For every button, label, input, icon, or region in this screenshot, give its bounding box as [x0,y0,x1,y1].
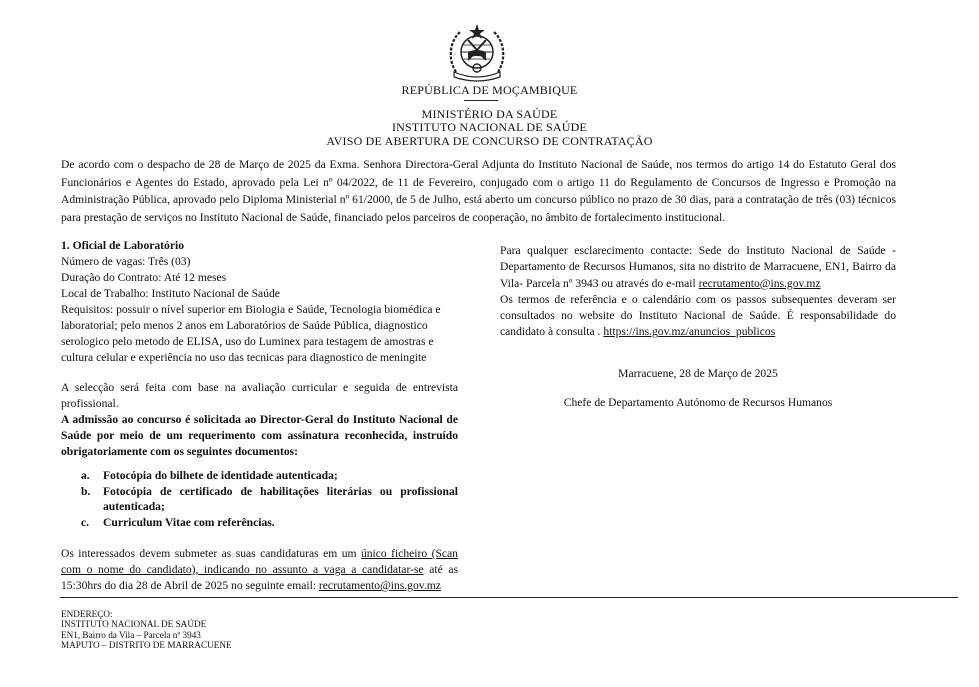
list-item [61,468,458,484]
submission-email-link[interactable]: recrutamento@ins.gov.mz [318,579,441,592]
list-marker: a. [81,469,90,482]
vacancies-line: Número de vagas: Três (03) [61,255,191,268]
admission-text: A admissão ao concurso é solicitada ao Director-Geral do Instituto Nacional de Saúde por meio de um requerimento com assinatura reconhecida, instruído obrigatoriamente com os seguintes documentos: [61,413,458,458]
institute-heading: INSTITUTO NACIONAL DE SAÚDE [391,120,588,134]
intro-paragraph: De acordo com o despacho de 28 de Março de 2025 da Exma. Senhora Directora-Geral Adjunta do Instituto Nacional de Saúde, nos termos do artigo 14 do Estatuto Geral dos Funcionários e Agentes do Estado, aprovado pela Lei nº 04/2022, de 11 de Fevereiro, conjugado com o artigo 11 do Regulamento de Concursos de Ingresso e Promoção na Administração Pública, aprovado pelo Diploma Ministerial nº 61/2000, de 5 de Julho, está aberto um concurso público no prazo de 30 dias, para a contratação de três (03) técnicos para prestação de serviços no Instituto Nacional de Saúde, financiado pelos parceiros de cooperação, no âmbito de fortalecimento institucional. [61,158,896,224]
list-marker: b. [81,484,91,498]
notice-title: AVISO DE ABERTURA DE CONCURSO DE CONTRATAÇÃO [326,134,653,148]
position-title: 1. Oficial de Laboratório [61,239,185,252]
location-line: Local de Trabalho: Instituto Nacional de Saúde [61,287,280,300]
footer-address [61,609,232,651]
terms-text [500,292,896,341]
terms-body: Os termos de referência e o calendário com os passos subsequentes deveram ser consultados no website do Instituto Nacional de Saúde. É responsabilidade do candidato à consulta . [500,292,896,339]
submission-part3: até as 15:30hrs do dia 28 de Abril de 2025 no seguinte email: [61,563,459,592]
footer-divider [60,597,958,598]
documents-list [61,468,458,530]
national-emblem-icon [446,22,508,82]
list-item-text: Fotocópia do bilhete de identidade autenticada; [103,469,338,482]
list-marker: c. [81,515,90,529]
list-item [61,515,458,531]
requirements-text: Requisitos: possuir o nível superior em Biologia e Saúde, Tecnologia biomédica e laboratorial; pelo menos 2 anos em Laboratórios de Saúde Pública, diagnostico serologico pelo metodo de ELISA, uso do Luminex para testagem de amostras e cultura celular e experiência no uso das tecnicas para diagnostico de meningite [61,303,441,364]
right-column [500,243,896,341]
contact-text [500,243,896,292]
contact-email-link[interactable]: recrutamento@ins.gov.mz [698,276,821,290]
footer-line: EN1, Bairro da Vila – Parcela nº 3943 [61,629,201,640]
place-date: Marracuene, 28 de Março de 2025 [618,367,778,380]
left-column [61,238,458,594]
heading-divider [464,100,498,101]
submission-text [61,546,458,594]
republic-heading: REPÚBLICA DE MOÇAMBIQUE [401,83,578,97]
list-item-text: Fotocópia de certificado de habilitações literárias ou profissional autenticada; [103,484,458,513]
signatory-role: Chefe de Departamento Autónomo de Recursos Humanos [563,396,833,409]
selection-text: A selecção será feita com base na avaliação curricular e seguida de entrevista profissional. [61,381,458,410]
contact-body: Para qualquer esclarecimento contacte: Sede do Instituto Nacional de Saúde - Departamento de Recursos Humanos, sita no distrito de Marracuene, EN1, Bairro da Vila- Parcela nº 3943 ou através do e-mail [500,244,896,290]
footer-label: ENDEREÇO: [61,609,113,619]
submission-part1: Os interessados devem submeter as suas candidaturas em um [61,547,361,560]
terms-website-link[interactable]: https://ins.gov.mz/anuncios_publicos [603,325,776,339]
list-item [61,484,458,515]
footer-line: MAPUTO – DISTRITO DE MARRACUENE [61,640,232,651]
ministry-heading: MINISTÉRIO DA SAÚDE [421,107,558,121]
list-item-text: Curriculum Vitae com referências. [103,515,275,529]
duration-line: Duração do Contrato: Até 12 meses [61,271,227,284]
footer-line: INSTITUTO NACIONAL DE SAÚDE [61,619,207,630]
submission-part2: único ficheiro (Scan com o nome do candidato), indicando no assunto a vaga a candidatar-se [61,547,458,576]
